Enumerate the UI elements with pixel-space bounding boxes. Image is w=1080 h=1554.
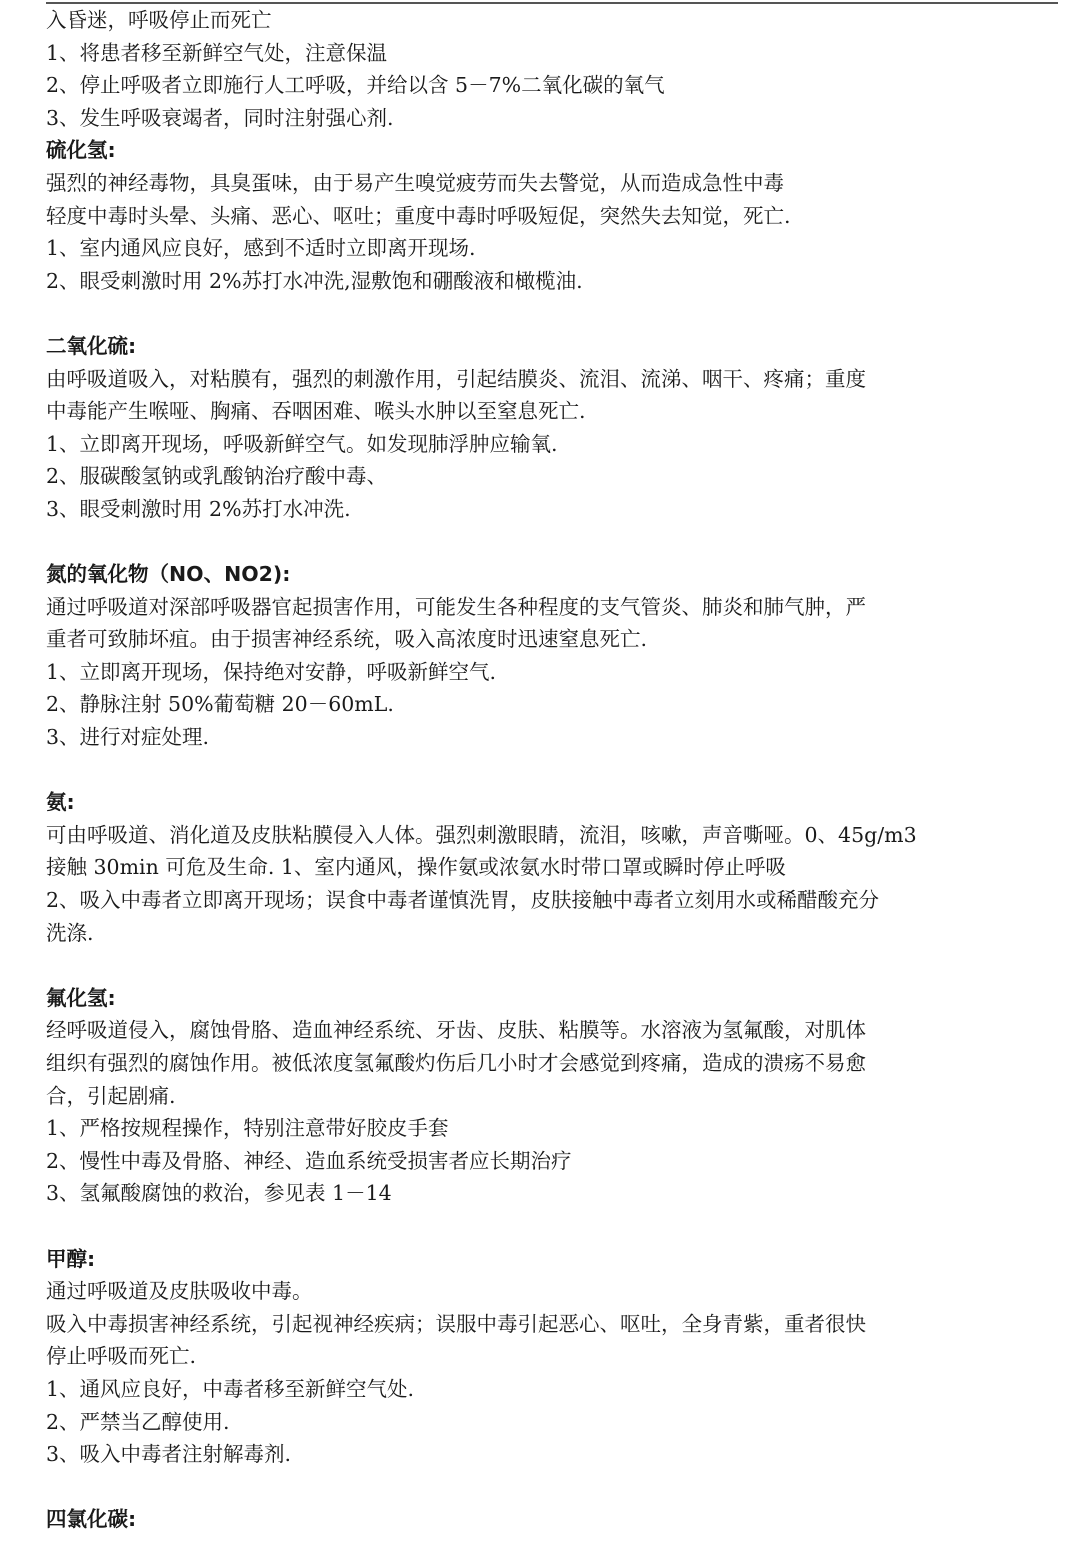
section-line: 吸入中毒损害神经系统，引起视神经疾病；误服中毒引起恶心、呕吐，全身青紫，重者很快: [46, 1311, 866, 1336]
section-line: 通过呼吸道及皮肤吸收中毒。: [46, 1279, 313, 1304]
section-line: 2、静脉注射 50%葡萄糖 20－60mL.: [46, 692, 394, 717]
document-page: [46, 4, 1060, 1536]
section-nitrogen-oxides: [46, 558, 1060, 754]
section-line: 2、吸入中毒者立即离开现场；误食中毒者谨慎洗胃，皮肤接触中毒者立刻用水或稀醋酸充分: [46, 888, 880, 913]
section-line: 经呼吸道侵入，腐蚀骨胳、造血神经系统、牙齿、皮肤、粘膜等。水溶液为氢氟酸，对肌体: [46, 1018, 866, 1043]
section-line: 2、服碳酸氢钠或乳酸钠治疗酸中毒、: [46, 464, 388, 489]
intro-line: 2、停止呼吸者立即施行人工呼吸，并给以含 5－7%二氧化碳的氧气: [46, 73, 665, 98]
section-title: 氮的氧化物（NO、NO2):: [46, 562, 291, 587]
blank-line: [46, 1471, 1060, 1504]
section-line: 轻度中毒时头晕、头痛、恶心、呕吐；重度中毒时呼吸短促，突然失去知觉，死亡.: [46, 203, 791, 228]
section-title: 硫化氢:: [46, 138, 116, 163]
section-title: 四氯化碳:: [46, 1507, 137, 1532]
section-line: 3、眼受刺激时用 2%苏打水冲洗.: [46, 496, 351, 521]
section-line: 可由呼吸道、消化道及皮肤粘膜侵入人体。强烈刺激眼睛，流泪，咳嗽，声音嘶哑。0、45g/m3: [46, 822, 917, 847]
section-line: 接触 30min 可危及生命. 1、室内通风，操作氨或浓氨水时带口罩或瞬时停止呼吸: [46, 855, 786, 880]
blank-line: [46, 297, 1060, 330]
section-line: 通过呼吸道对深部呼吸器官起损害作用，可能发生各种程度的支气管炎、肺炎和肺气肿，严: [46, 594, 866, 619]
section-line: 由呼吸道吸入，对粘膜有，强烈的刺激作用，引起结膜炎、流泪、流涕、咽干、疼痛；重度: [46, 366, 866, 391]
section-line: 2、慢性中毒及骨胳、神经、造血系统受损害者应长期治疗: [46, 1148, 572, 1173]
blank-line: [46, 949, 1060, 982]
section-line: 停止呼吸而死亡.: [46, 1344, 197, 1369]
section-line: 3、进行对症处理.: [46, 725, 210, 750]
section-title: 甲醇:: [46, 1246, 96, 1271]
intro-line: 入昏迷，呼吸停止而死亡: [46, 8, 272, 32]
section-carbon-tetrachloride: [46, 1503, 1060, 1536]
blank-line: [46, 1210, 1060, 1243]
blank-line: [46, 754, 1060, 787]
section-line: 中毒能产生喉哑、胸痛、吞咽困难、喉头水肿以至窒息死亡.: [46, 399, 586, 424]
intro-block: [46, 4, 1060, 134]
section-title: 二氧化硫:: [46, 333, 137, 358]
section-line: 3、氢氟酸腐蚀的救治，参见表 1－14: [46, 1181, 392, 1206]
intro-line: 1、将患者移至新鲜空气处，注意保温: [46, 40, 388, 65]
section-line: 1、立即离开现场，呼吸新鲜空气。如发现肺浮肿应输氧.: [46, 431, 558, 456]
section-line: 1、严格按规程操作，特别注意带好胶皮手套: [46, 1116, 449, 1141]
section-sulfur-dioxide: [46, 330, 1060, 526]
section-line: 组织有强烈的腐蚀作用。被低浓度氢氟酸灼伤后几小时才会感觉到疼痛，造成的溃疡不易愈: [46, 1051, 866, 1075]
blank-line: [46, 526, 1060, 559]
section-line: 合，引起剧痛.: [46, 1083, 176, 1108]
section-line: 洗涤.: [46, 920, 94, 945]
section-line: 3、吸入中毒者注射解毒剂.: [46, 1442, 292, 1467]
section-line: 1、立即离开现场，保持绝对安静，呼吸新鲜空气.: [46, 659, 497, 684]
section-title: 氨:: [46, 790, 75, 815]
section-line: 1、通风应良好，中毒者移至新鲜空气处.: [46, 1376, 415, 1401]
section-hydrogen-sulfide: [46, 134, 1060, 297]
section-line: 重者可致肺坏疽。由于损害神经系统，吸入高浓度时迅速窒息死亡.: [46, 627, 648, 652]
section-title: 氟化氢:: [46, 985, 116, 1010]
section-ammonia: [46, 786, 1060, 949]
intro-line: 3、发生呼吸衰竭者，同时注射强心剂.: [46, 105, 394, 130]
section-line: 强烈的神经毒物，具臭蛋味，由于易产生嗅觉疲劳而失去警觉，从而造成急性中毒: [46, 170, 784, 195]
section-line: 2、严禁当乙醇使用.: [46, 1409, 230, 1434]
section-methanol: [46, 1243, 1060, 1471]
section-line: 1、室内通风应良好，感到不适时立即离开现场.: [46, 236, 476, 261]
section-hydrogen-fluoride: [46, 982, 1060, 1210]
section-line: 2、眼受刺激时用 2%苏打水冲洗,湿敷饱和硼酸液和橄榄油.: [46, 268, 583, 293]
